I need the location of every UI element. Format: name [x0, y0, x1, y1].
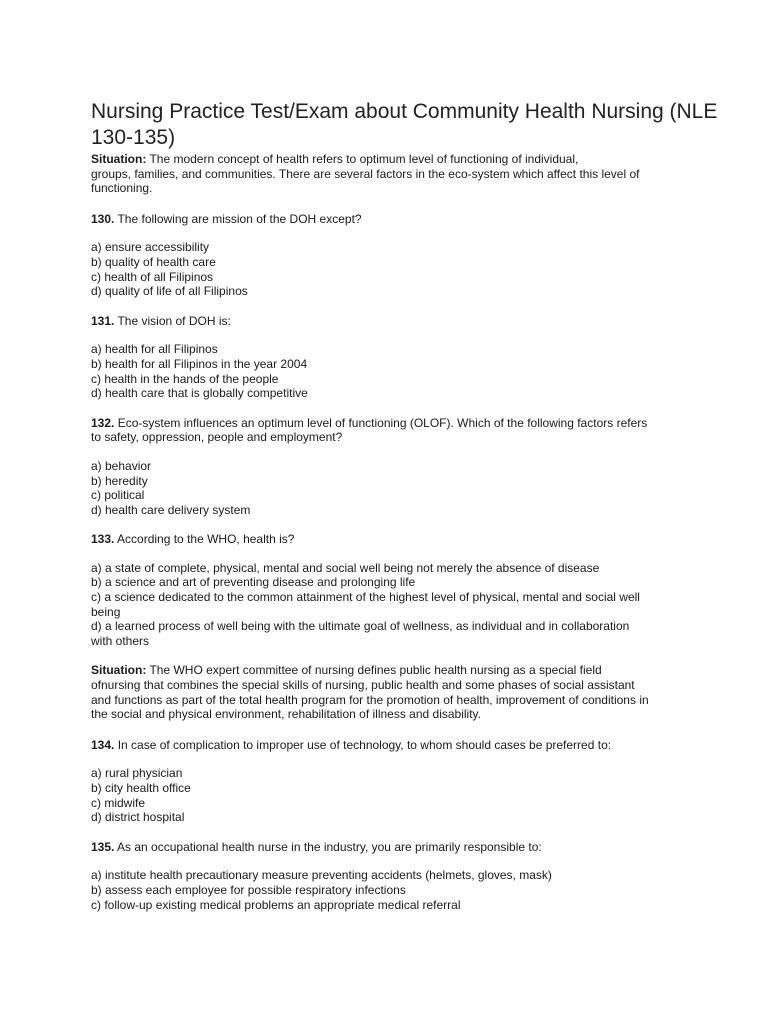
situation-text: The modern concept of health refers to optimum level of functioning of individual, — [146, 152, 579, 166]
situation-text: ofnursing that combines the special skills of nursing, public health and some phases of social assistant — [91, 678, 635, 693]
situation-text: and functions as part of the total health program for the promotion of health, improvement of conditions in — [91, 692, 649, 707]
situation-text: the social and physical environment, rehabilitation of illness and disability. — [91, 707, 481, 722]
question-text: As an occupational health nurse in the industry, you are primarily responsible to: — [114, 839, 542, 854]
option: d) district hospital — [91, 810, 185, 825]
options-134 — [91, 766, 718, 824]
option: a) institute health precautionary measure preventing accidents (helmets, gloves, mask) — [91, 868, 552, 883]
question-number: 131. — [91, 313, 115, 328]
options-132 — [91, 459, 718, 517]
option: a) behavior — [91, 458, 152, 473]
question-135 — [91, 840, 718, 855]
option: with others — [91, 633, 150, 648]
situation-label: Situation: — [91, 152, 147, 166]
option: a) a state of complete, physical, mental and social well being not merely the absence of disease — [91, 560, 600, 575]
option: d) a learned process of well being with the ultimate goal of wellness, as individual and in collaboration — [91, 619, 630, 634]
page-title: Nursing Practice Test/Exam about Community Health Nursing (NLE 130-135) — [91, 100, 718, 149]
option: a) ensure accessibility — [91, 240, 210, 255]
question-number: 133. — [91, 532, 115, 547]
question-130 — [91, 212, 718, 227]
option: c) health of all Filipinos — [91, 269, 214, 284]
situation-label: Situation: — [91, 663, 147, 678]
question-134 — [91, 738, 718, 753]
question-text: In case of complication to improper use of technology, to whom should cases be preferred to: — [114, 737, 612, 752]
option: b) health for all Filipinos in the year 2004 — [91, 356, 308, 371]
question-text: According to the WHO, health is? — [114, 532, 295, 547]
question-text: The following are mission of the DOH except? — [114, 211, 362, 226]
options-133 — [91, 561, 718, 649]
options-131 — [91, 342, 718, 400]
question-number: 135. — [91, 839, 115, 854]
option: a) health for all Filipinos — [91, 342, 218, 357]
option: a) rural physician — [91, 766, 183, 781]
option: b) city health office — [91, 781, 191, 795]
option: being — [91, 604, 121, 619]
option: b) heredity — [91, 473, 148, 488]
option: c) follow-up existing medical problems an appropriate medical referral — [91, 897, 461, 912]
situation-2 — [91, 663, 718, 721]
option: b) a science and art of preventing disease and prolonging life — [91, 575, 416, 590]
option: c) a science dedicated to the common attainment of the highest level of physical, mental and social well — [91, 590, 640, 605]
question-133 — [91, 532, 718, 547]
option: c) political — [91, 488, 145, 503]
question-text: to safety, oppression, people and employment? — [91, 430, 343, 445]
option: c) midwife — [91, 795, 146, 810]
question-132 — [91, 416, 718, 445]
situation-text: The WHO expert committee of nursing defines public health nursing as a special field — [146, 663, 602, 678]
question-text: The vision of DOH is: — [114, 313, 231, 328]
option: d) health care that is globally competitive — [91, 386, 308, 401]
option: d) health care delivery system — [91, 502, 251, 517]
options-130 — [91, 240, 718, 298]
situation-text: functioning. — [91, 181, 153, 196]
question-number: 134. — [91, 737, 115, 752]
question-131 — [91, 314, 718, 329]
option: b) assess each employee for possible respiratory infections — [91, 882, 406, 897]
question-text: Eco-system influences an optimum level of functioning (OLOF). Which of the following factors refers — [114, 415, 648, 430]
situation-1 — [91, 152, 718, 196]
option: d) quality of life of all Filipinos — [91, 284, 248, 299]
question-number: 132. — [91, 415, 115, 430]
option: c) health in the hands of the people — [91, 371, 279, 386]
question-number: 130. — [91, 211, 115, 226]
situation-text: groups, families, and communities. There are several factors in the eco-system which affect this level of — [91, 166, 640, 181]
options-135 — [91, 868, 718, 912]
option: b) quality of health care — [91, 254, 216, 269]
